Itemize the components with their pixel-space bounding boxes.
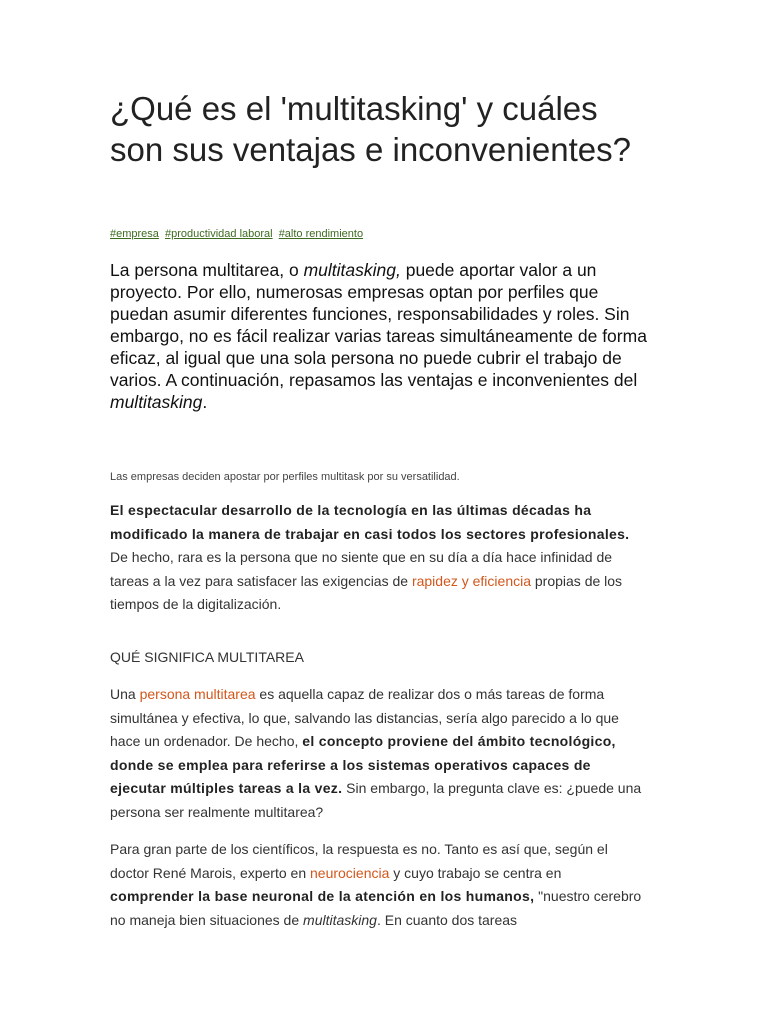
tag-list — [110, 227, 366, 241]
body-text: "nuestro cerebro no maneja bien situaciones de — [110, 888, 642, 928]
link-rapidez-eficiencia[interactable]: rapidez y eficiencia — [411, 572, 531, 589]
bold-text: El espectacular desarrollo de la tecnología en las últimas décadas ha modificado la manera de trabajar en casi todos los sectores profesionales. — [110, 502, 630, 542]
link-neurociencia[interactable]: neurociencia — [310, 864, 390, 881]
lead-text: La persona multitarea, o — [110, 260, 304, 280]
bold-text: el concepto proviene del ámbito tecnológico, donde se emplea para referirse a los sistemas operativos capaces de ejecutar múltiples tareas a la vez. — [110, 733, 616, 796]
body-paragraph-1 — [110, 499, 645, 617]
body-paragraph-3 — [110, 838, 645, 932]
section-heading: QUÉ SIGNIFICA MULTITAREA — [110, 649, 304, 665]
image-caption: Las empresas deciden apostar por perfiles multitask por su versatilidad. — [110, 471, 460, 483]
lead-text: . — [202, 392, 208, 412]
link-persona-multitarea[interactable]: persona multitarea — [139, 686, 256, 702]
tag-empresa[interactable]: #empresa — [110, 228, 159, 240]
body-text: . En cuanto dos tareas — [376, 911, 518, 928]
lead-paragraph — [110, 259, 655, 413]
lead-emphasis: multitasking — [110, 392, 203, 412]
body-text: Una — [110, 686, 140, 702]
body-text: Para gran parte de los científicos, la respuesta es no. Tanto es así que, según el doctor René Marois, experto en — [110, 841, 608, 881]
lead-text: puede aportar valor a un proyecto. Por ello, numerosas empresas optan por perfiles que puedan asumir diferentes funciones, responsabilidades y roles. Sin embargo, no es fácil realizar varias tareas simultáneamente de forma eficaz, al igual que una sola persona no puede cubrir el trabajo de varios. A continuación, repasamos las ventajas e inconvenientes del — [110, 260, 647, 390]
body-text: Sin embargo, la pregunta clave es: ¿puede una persona ser realmente multitarea? — [110, 780, 642, 820]
body-text: De hecho, rara es la persona que no siente que en su día a día hace infinidad de tareas a la vez para satisfacer las exigencias de — [110, 549, 613, 589]
tag-productividad-laboral[interactable]: #productividad laboral — [164, 228, 273, 240]
body-text: y cuyo trabajo se centra en — [389, 864, 562, 881]
body-text: es aquella capaz de realizar dos o más tareas de forma simultánea y efectiva, lo que, salvando las distancias, sería algo parecido a lo que hace un ordenador. De hecho, — [110, 686, 619, 749]
bold-text: comprender la base neuronal de la atención en los humanos, — [110, 888, 535, 904]
body-text: propias de los tiempos de la digitalización. — [110, 572, 623, 612]
lead-emphasis: multitasking, — [303, 260, 401, 280]
emphasis-text: multitasking — [303, 911, 377, 928]
tag-alto-rendimiento[interactable]: #alto rendimiento — [278, 228, 364, 240]
body-paragraph-2 — [110, 683, 645, 824]
article-title: ¿Qué es el 'multitasking' y cuáles son sus ventajas e inconvenientes? — [110, 90, 632, 168]
